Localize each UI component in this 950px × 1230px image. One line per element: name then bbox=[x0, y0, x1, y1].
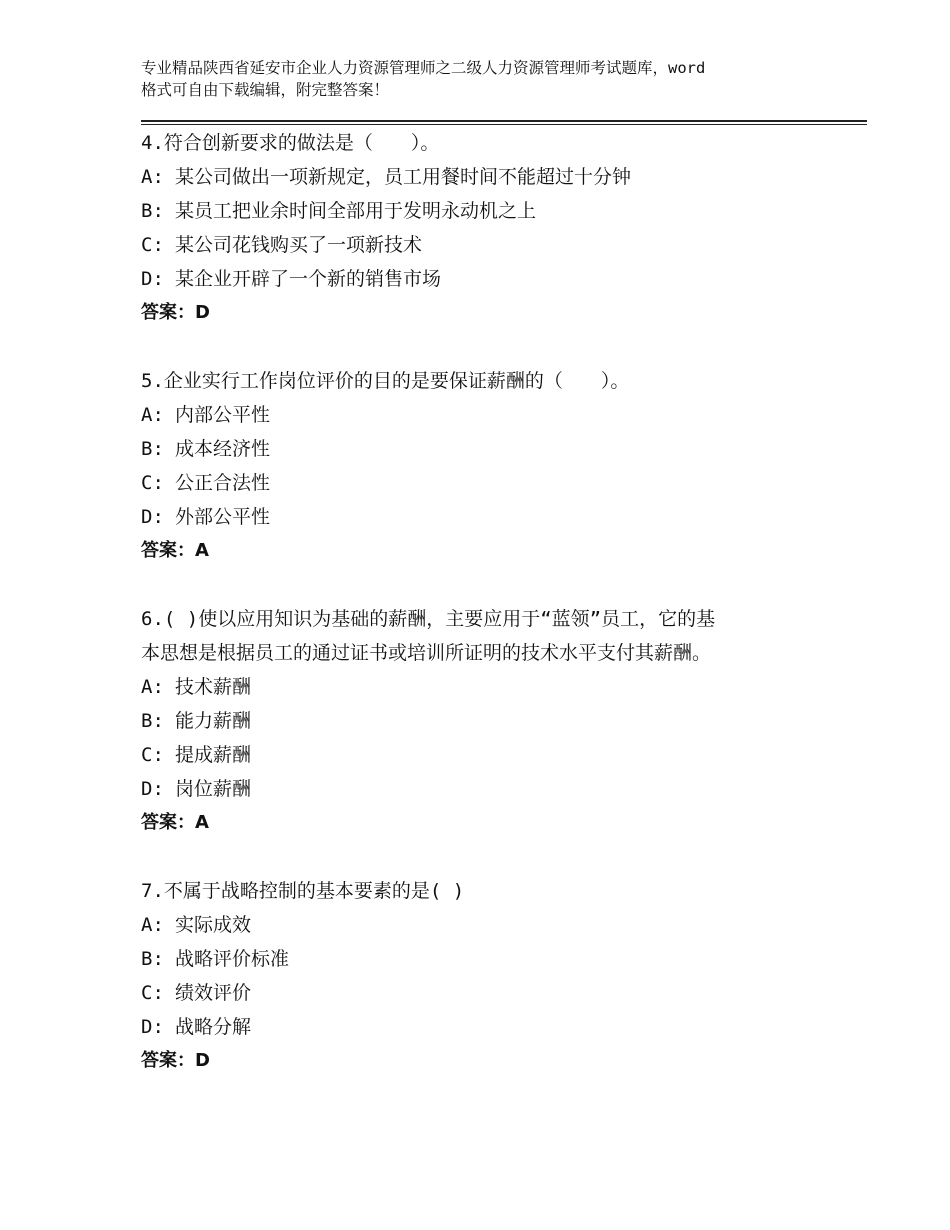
header-line-1: 专业精品陕西省延安市企业人力资源管理师之二级人力资源管理师考试题库，word bbox=[141, 59, 706, 77]
option-c bbox=[141, 976, 841, 1010]
option-c bbox=[141, 228, 841, 262]
option-key: A: bbox=[141, 166, 164, 188]
option-text: 战略评价标准 bbox=[175, 948, 290, 970]
option-key: A: bbox=[141, 676, 164, 698]
option-key: C: bbox=[141, 472, 164, 494]
option-text: 能力薪酬 bbox=[175, 710, 252, 732]
question-stem-continued: 本思想是根据员工的通过证书或培训所证明的技术水平支付其薪酬。 bbox=[141, 642, 712, 664]
answer: 答案：D bbox=[141, 302, 210, 323]
option-b bbox=[141, 432, 841, 466]
question-stem: 5.企业实行工作岗位评价的目的是要保证薪酬的（ ）。 bbox=[141, 370, 630, 392]
option-key: C: bbox=[141, 744, 164, 766]
header-rule-thick bbox=[141, 120, 867, 122]
option-text: 绩效评价 bbox=[175, 982, 252, 1004]
option-b bbox=[141, 704, 841, 738]
option-b bbox=[141, 942, 841, 976]
option-text: 某公司做出一项新规定，员工用餐时间不能超过十分钟 bbox=[175, 166, 632, 188]
option-text: 岗位薪酬 bbox=[175, 778, 252, 800]
question-7 bbox=[141, 874, 841, 1078]
option-key: B: bbox=[141, 438, 164, 460]
question-stem: 7.不属于战略控制的基本要素的是( ) bbox=[141, 880, 465, 902]
question-stem: 6.( )使以应用知识为基础的薪酬，主要应用于“蓝领”员工，它的基 bbox=[141, 608, 716, 630]
option-text: 公正合法性 bbox=[175, 472, 271, 494]
option-a bbox=[141, 670, 841, 704]
option-c bbox=[141, 738, 841, 772]
option-key: D: bbox=[141, 506, 164, 528]
document-header bbox=[141, 57, 841, 101]
option-text: 外部公平性 bbox=[175, 506, 271, 528]
option-key: D: bbox=[141, 1016, 164, 1038]
option-key: B: bbox=[141, 948, 164, 970]
option-a bbox=[141, 398, 841, 432]
option-key: B: bbox=[141, 710, 164, 732]
option-a bbox=[141, 160, 841, 194]
option-d bbox=[141, 262, 841, 296]
option-key: A: bbox=[141, 914, 164, 936]
answer: 答案：A bbox=[141, 540, 209, 561]
option-text: 某员工把业余时间全部用于发明永动机之上 bbox=[175, 200, 537, 222]
option-text: 成本经济性 bbox=[175, 438, 271, 460]
option-b bbox=[141, 194, 841, 228]
header-line-2: 格式可自由下载编辑，附完整答案！ bbox=[141, 81, 390, 99]
option-text: 技术薪酬 bbox=[175, 676, 252, 698]
option-d bbox=[141, 500, 841, 534]
option-key: B: bbox=[141, 200, 164, 222]
option-key: D: bbox=[141, 778, 164, 800]
option-text: 实际成效 bbox=[175, 914, 252, 936]
answer: 答案：D bbox=[141, 1050, 210, 1071]
option-key: C: bbox=[141, 234, 164, 256]
option-text: 提成薪酬 bbox=[175, 744, 252, 766]
option-key: C: bbox=[141, 982, 164, 1004]
option-c bbox=[141, 466, 841, 500]
option-key: D: bbox=[141, 268, 164, 290]
header-rule-thin bbox=[141, 124, 867, 125]
question-stem: 4.符合创新要求的做法是（ ）。 bbox=[141, 132, 440, 154]
question-list bbox=[141, 126, 841, 1078]
question-6 bbox=[141, 602, 841, 840]
option-d bbox=[141, 772, 841, 806]
question-5 bbox=[141, 364, 841, 568]
option-text: 某企业开辟了一个新的销售市场 bbox=[175, 268, 442, 290]
option-d bbox=[141, 1010, 841, 1044]
option-text: 某公司花钱购买了一项新技术 bbox=[175, 234, 423, 256]
option-key: A: bbox=[141, 404, 164, 426]
answer: 答案：A bbox=[141, 812, 209, 833]
option-a bbox=[141, 908, 841, 942]
option-text: 战略分解 bbox=[175, 1016, 252, 1038]
question-4 bbox=[141, 126, 841, 330]
option-text: 内部公平性 bbox=[175, 404, 271, 426]
